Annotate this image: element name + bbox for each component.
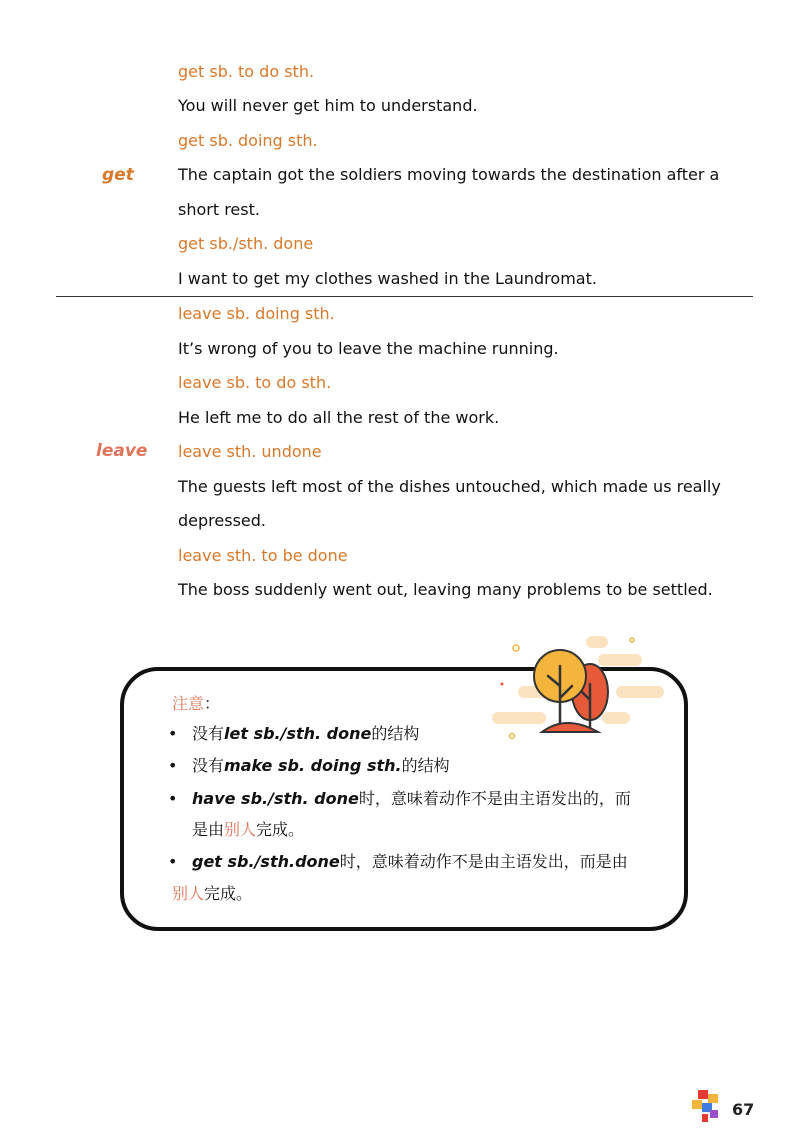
pattern-line: leave sb. doing sth. bbox=[178, 304, 335, 323]
example-line: It’s wrong of you to leave the machine running. bbox=[178, 339, 559, 358]
pattern-line: get sb./sth. done bbox=[178, 234, 314, 253]
page-number: 67 bbox=[732, 1100, 755, 1119]
note-item-4: get sb./sth.done时，意味着动作不是由主语发出，而是由 bbox=[192, 852, 628, 871]
pattern-line: leave sth. to be done bbox=[178, 546, 348, 565]
bullet: • bbox=[168, 724, 178, 743]
pattern-line: get sb. doing sth. bbox=[178, 131, 318, 150]
bullet: • bbox=[168, 852, 178, 871]
note-item-3-cont: 是由别人完成。 bbox=[192, 820, 305, 839]
section-divider bbox=[56, 296, 753, 297]
example-line: The guests left most of the dishes untouched, which made us really bbox=[178, 477, 721, 496]
autumn-trees-icon bbox=[486, 628, 666, 748]
example-line: The captain got the soldiers moving towards the destination after a bbox=[178, 165, 720, 184]
example-line: depressed. bbox=[178, 511, 266, 530]
publisher-logo-icon bbox=[692, 1090, 720, 1122]
note-item-3: have sb./sth. done时，意味着动作不是由主语发出的，而 bbox=[192, 789, 631, 808]
bullet: • bbox=[168, 789, 178, 808]
keyword-leave: leave bbox=[96, 441, 148, 461]
example-line: The boss suddenly went out, leaving many problems to be settled. bbox=[178, 580, 713, 599]
example-line: He left me to do all the rest of the work. bbox=[178, 408, 500, 427]
pattern-line: leave sth. undone bbox=[178, 442, 322, 461]
note-item-2: 没有make sb. doing sth.的结构 bbox=[192, 756, 450, 775]
bullet: • bbox=[168, 756, 178, 775]
note-item-4-cont: 别人完成。 bbox=[172, 884, 253, 903]
example-line: short rest. bbox=[178, 200, 260, 219]
pattern-line: get sb. to do sth. bbox=[178, 62, 315, 81]
note-title: 注意： bbox=[172, 694, 221, 713]
note-item-1: 没有let sb./sth. done的结构 bbox=[192, 724, 420, 743]
example-line: I want to get my clothes washed in the Laundromat. bbox=[178, 269, 597, 288]
pattern-line: leave sb. to do sth. bbox=[178, 373, 332, 392]
example-line: You will never get him to understand. bbox=[178, 96, 478, 115]
keyword-get: get bbox=[102, 165, 134, 185]
